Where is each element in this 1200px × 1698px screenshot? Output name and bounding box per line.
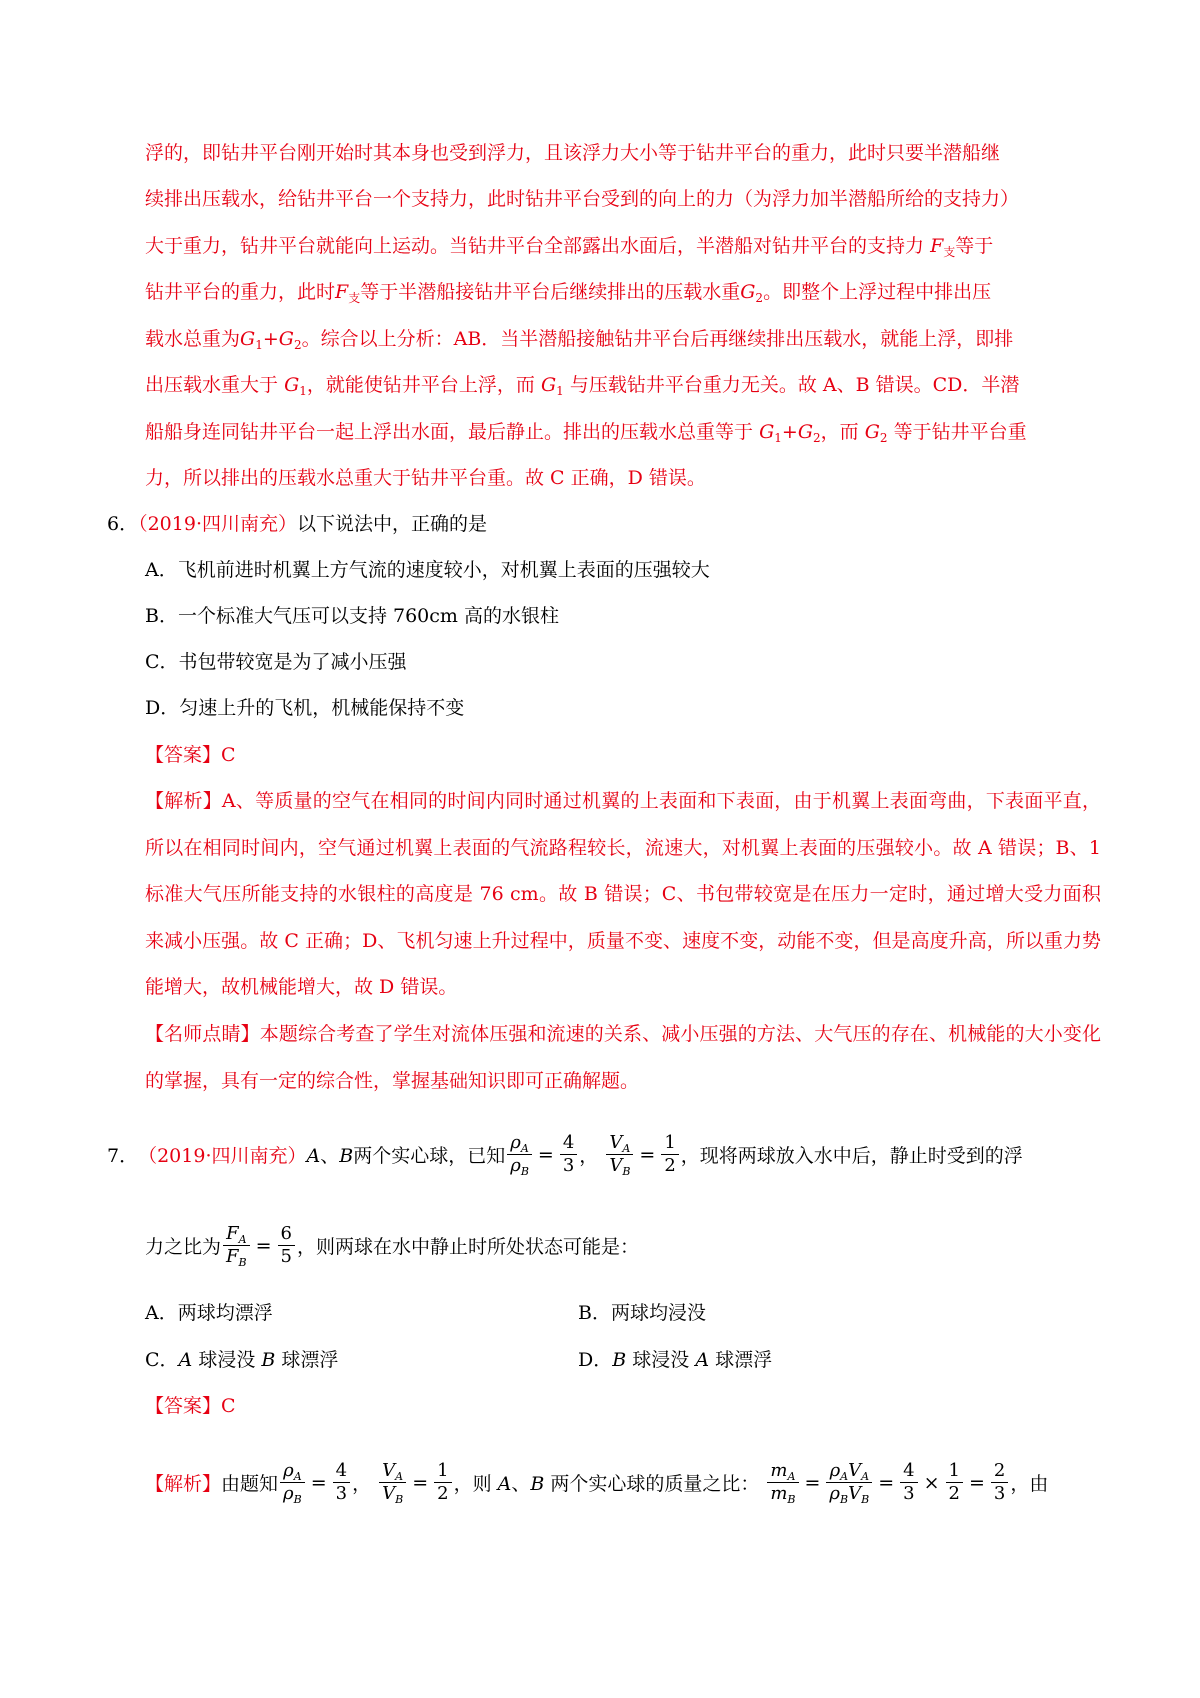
prev-line-1: 浮的，即钻井平台刚开始时其本身也受到浮力，且该浮力大小等于钻井平台的重力，此时只要半潜船继 bbox=[145, 142, 1001, 164]
q7-mass-ratio: $\frac{m_A}{m_B}$ bbox=[767, 1460, 798, 1505]
q6-option-d: D．匀速上升的飞机，机械能保持不变 bbox=[145, 697, 465, 719]
q6-number: 6． bbox=[107, 513, 139, 535]
q6-option-c: C．书包带较宽是为了减小压强 bbox=[145, 651, 407, 673]
q6-tip bbox=[145, 1011, 1101, 1104]
prev-line-8: 力，所以排出的压载水总重大于钻井平台重。故 C 正确，D 错误。 bbox=[145, 467, 706, 489]
q7-volume-ratio: $\frac{V_A}{V_B}$ bbox=[606, 1132, 633, 1177]
prev-line-6: 出压载水重大于 $G_1$，就能使钻井平台上浮，而 $G_1$ 与压载钻井平台重力无关。故 A、B 错误。CD．半潜 bbox=[145, 374, 1020, 398]
q7-answer bbox=[145, 1391, 236, 1421]
q6-analysis-text: A、等质量的空气在相同的时间内同时通过机翼的上表面和下表面，由于机翼上表面弯曲，下表面平直，所以在相同时间内，空气通过机翼上表面的气流路程较长，流速大，对机翼上表面的压强较小。故 A 错误；B、1 标准大气压所能支持的水银柱的高度是 76 cm。故 B 错误；C、书包带较宽是在压力一定时，通过增大受力面积来减小压强。故 C 正确；D、飞机匀速上升过程中，质量不变、速度不变，动能不变，但是高度升高，所以重力势能增大，故机械能增大，故 D 错误。 bbox=[145, 790, 1101, 998]
prev-line-7: 船船身连同钻井平台一起上浮出水面，最后静止。排出的压载水总重等于 $G_1+G_2$，而 $G_2$ 等于钻井平台重 bbox=[145, 421, 1027, 445]
q6-option-b: B．一个标准大气压可以支持 760cm 高的水银柱 bbox=[145, 605, 559, 627]
q7-number: 7． bbox=[107, 1145, 139, 1167]
q7-density-ratio: $\frac{\rho_A}{\rho_B}$ bbox=[507, 1132, 532, 1177]
q7-analysis-label: 【解析】 bbox=[145, 1473, 222, 1495]
q6-answer-label: 【答案】 bbox=[145, 744, 222, 766]
q6-source: （2019·四川南充） bbox=[138, 513, 297, 535]
prev-line-5: 载水总重为$G_1+G_2$。综合以上分析：AB．当半潜船接触钻井平台后再继续排出压载水，就能上浮，即排 bbox=[145, 328, 1014, 352]
q7-analysis-line-1: 【解析】 由题知 $\frac{\rho_A}{\rho_B}$ = $\frac{4}{3}$ ， $\frac{V_A}{V_B}$ = $\frac{1}{2}$ ，则 A、B 两个实心球的质量之比： $\frac{m_A}{m_B}$ = $\frac{\rho_AV_A}{\rho_BV_B}$ = $\frac{4}{3}$ × $\frac{1}{2}$ = $\frac{2}{3}$ ，由 bbox=[145, 1460, 1049, 1506]
q6-stem-text: 以下说法中，正确的是 bbox=[297, 513, 488, 535]
q7-option-c: C．A 球浸没 B 球漂浮 bbox=[145, 1349, 339, 1371]
q7-option-a: A．两球均漂浮 bbox=[145, 1302, 273, 1324]
q7-answer-label: 【答案】 bbox=[145, 1395, 222, 1417]
q6-answer bbox=[145, 740, 236, 770]
q6-tip-text: 本题综合考查了学生对流体压强和流速的关系、减小压强的方法、大气压的存在、机械能的大小变化的掌握，具有一定的综合性，掌握基础知识即可正确解题。 bbox=[145, 1023, 1101, 1092]
q7-buoyancy-ratio: $\frac{F_A}{F_B}$ bbox=[223, 1223, 250, 1268]
prev-line-3: 大于重力，钻井平台就能向上运动。当钻井平台全部露出水面后，半潜船对钻井平台的支持力 $F_支$等于 bbox=[145, 235, 994, 259]
prev-line-4: 钻井平台的重力，此时$F_支$等于半潜船接钻井平台后继续排出的压载水重$G_2$。即整个上浮过程中排出压 bbox=[145, 281, 992, 305]
q6-tip-label: 【名师点睛】 bbox=[145, 1023, 260, 1045]
q6-stem bbox=[107, 509, 487, 539]
q6-option-a: A．飞机前进时机翼上方气流的速度较小，对机翼上表面的压强较大 bbox=[145, 559, 710, 581]
prev-line-2: 续排出压载水，给钻井平台一个支持力，此时钻井平台受到的向上的力（为浮力加半潜船所给的支持力） bbox=[145, 188, 1020, 210]
q7-source: （2019·四川南充） bbox=[138, 1145, 307, 1167]
q7-stem-line-2: 力之比为 $\frac{F_A}{F_B}$ = $\frac{6}{5}$ ，则两球在水中静止时所处状态可能是： bbox=[145, 1223, 639, 1269]
q7-stem-line-1: 7． （2019·四川南充） A、B 两个实心球，已知 $\frac{\rho_A}{\rho_B}$ = $\frac{4}{3}$ ， $\frac{V_A}{V_B}$ = $\frac{1}{2}$ ，现将两球放入水中后，静止时受到的浮 bbox=[107, 1132, 1023, 1178]
q7-option-b: B．两球均浸没 bbox=[578, 1302, 706, 1324]
q6-analysis-label: 【解析】 bbox=[145, 790, 222, 812]
q7-answer-value: C bbox=[221, 1395, 236, 1417]
q6-answer-value: C bbox=[221, 744, 236, 766]
q6-analysis bbox=[145, 778, 1101, 1011]
q7-option-d: D．B 球浸没 A 球漂浮 bbox=[578, 1349, 773, 1371]
